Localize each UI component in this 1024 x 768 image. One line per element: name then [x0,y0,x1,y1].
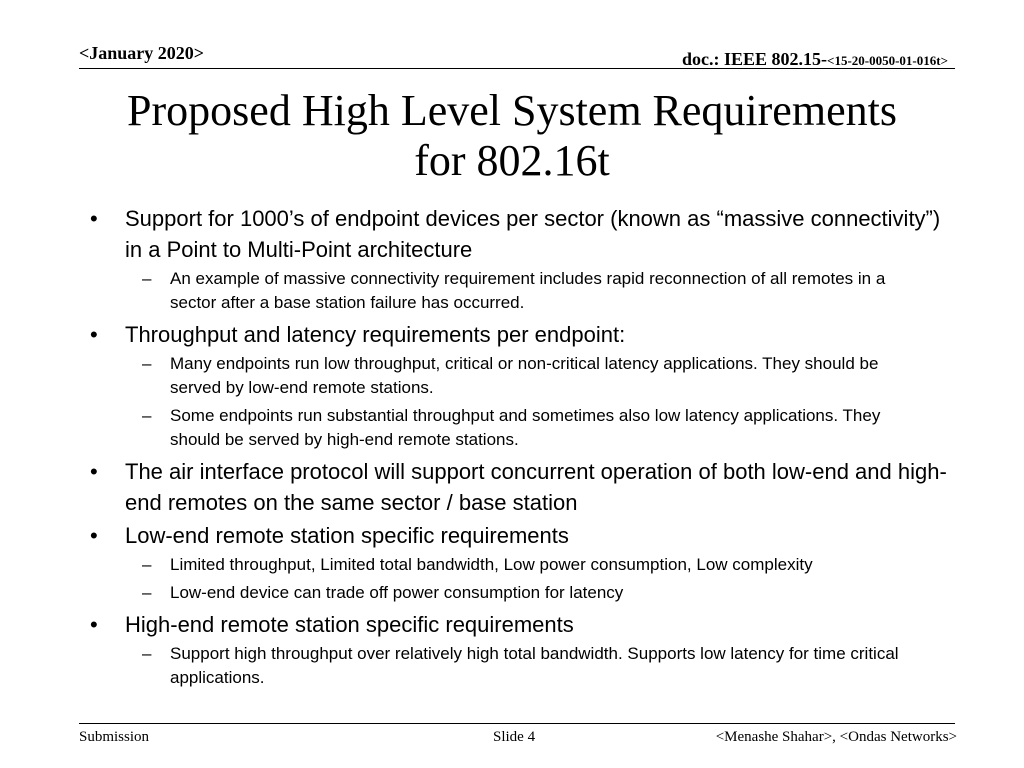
sub-bullet-item [80,553,920,577]
footer-submission: Submission [79,729,150,745]
sub-bullet-text: Low-end device can trade off power consumption for latency [170,583,624,602]
sub-bullet-text: Some endpoints run substantial throughput and sometimes also low latency applications. They should be served by high-end remote stations. [170,406,881,449]
sub-bullet-item [80,267,920,315]
footer-slide-number: Slide 4 [493,729,536,745]
bullet-dot-icon: • [90,523,98,548]
dash-icon: – [142,644,152,663]
dash-icon: – [142,583,152,602]
sub-bullet-item [80,581,920,605]
sub-bullet-item [80,642,920,690]
bullet-text: Low-end remote station specific requirements [125,523,569,548]
bullet-item [80,319,960,350]
bullet-dot-icon: • [90,459,98,484]
bullet-item [80,203,960,265]
bullet-text: Throughput and latency requirements per endpoint: [125,322,626,347]
slide-body [80,203,960,694]
header-doc-number: <15-20-0050-01-016t> [827,53,948,68]
slide-title-line-2: for 802.16t [414,136,610,185]
bullet-dot-icon: • [90,322,98,347]
header-doc-prefix: doc.: IEEE 802.15- [682,49,828,69]
bullet-dot-icon: • [90,206,98,231]
slide-title-line-1: Proposed High Level System Requirements [127,86,897,135]
dash-icon: – [142,354,152,373]
bullet-item [80,456,960,518]
bullet-dot-icon: • [90,612,98,637]
footer-author: <Menashe Shahar>, <Ondas Networks> [715,729,957,745]
header-divider [79,68,955,69]
sub-bullet-item [80,352,920,400]
slide-title [60,86,964,186]
header-date: <January 2020> [79,43,205,63]
sub-bullet-text: Support high throughput over relatively high total bandwidth. Supports low latency for time critical applications. [170,644,899,687]
sub-bullet-text: Many endpoints run low throughput, critical or non-critical latency applications. They should be served by low-end remote stations. [170,354,879,397]
sub-bullet-text: An example of massive connectivity requirement includes rapid reconnection of all remotes in a sector after a base station failure has occurred. [170,269,886,312]
bullet-item [80,520,960,551]
sub-bullet-item [80,404,920,452]
sub-bullet-text: Limited throughput, Limited total bandwidth, Low power consumption, Low complexity [170,555,813,574]
bullet-text: Support for 1000’s of endpoint devices per sector (known as “massive connectivity”) in a Point to Multi-Point architecture [125,206,941,262]
bullet-text: High-end remote station specific requirements [125,612,574,637]
dash-icon: – [142,269,152,288]
footer-divider [79,723,955,724]
header-doc-id [682,49,948,70]
dash-icon: – [142,406,152,425]
bullet-text: The air interface protocol will support concurrent operation of both low-end and high-end remotes on the same sector / base station [125,459,947,515]
bullet-item [80,609,960,640]
dash-icon: – [142,555,152,574]
